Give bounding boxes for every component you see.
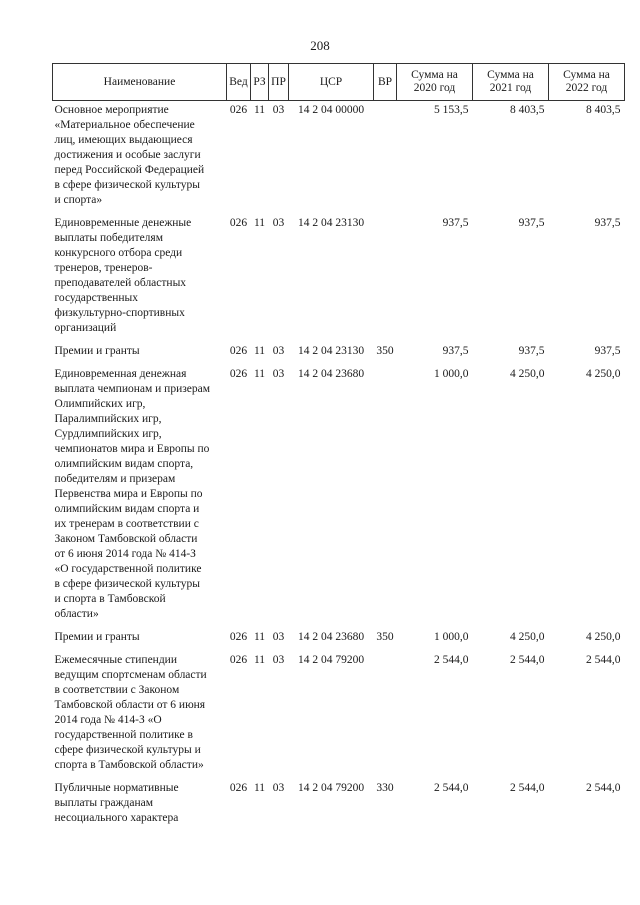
row-name-line: их тренерам в соответствии с bbox=[54, 518, 199, 530]
row-name-line: несоциального характера bbox=[54, 812, 179, 824]
row-name-line: Единовременная денежная bbox=[54, 368, 187, 380]
budget-table bbox=[52, 63, 625, 832]
row-sum-2022: 2 544,0 bbox=[586, 654, 621, 666]
header-ved: Вед bbox=[227, 64, 251, 101]
row-name-line: в соответствии с Законом bbox=[54, 684, 180, 696]
row-rz: 11 bbox=[253, 217, 266, 229]
header-sum-2022: Сумма на 2022 год bbox=[549, 64, 625, 101]
row-sum-2021: 937,5 bbox=[518, 345, 545, 357]
row-pr: 03 bbox=[272, 368, 285, 380]
row-name-line: тренеров, тренеров- bbox=[54, 262, 153, 274]
row-rz: 11 bbox=[253, 654, 266, 666]
row-name-line: выплата чемпионам и призерам bbox=[54, 383, 211, 395]
row-sum-2020: 937,5 bbox=[442, 345, 469, 357]
table-row bbox=[53, 214, 625, 342]
row-name-line: 2014 года № 414-З «О bbox=[54, 714, 162, 726]
row-pr: 03 bbox=[272, 217, 285, 229]
row-name-line: олимпийским видам спорта, bbox=[54, 458, 194, 470]
row-name-line: Первенства мира и Европы по bbox=[54, 488, 203, 500]
row-name-line: государственной политике в bbox=[54, 729, 193, 741]
header-csr: ЦСР bbox=[289, 64, 374, 101]
row-name-line: «Материальное обеспечение bbox=[54, 119, 195, 131]
header-pr: ПР bbox=[269, 64, 289, 101]
row-sum-2021: 2 544,0 bbox=[510, 654, 545, 666]
row-ved: 026 bbox=[229, 631, 248, 643]
row-name bbox=[53, 628, 227, 651]
row-name-line: «О государственной политике bbox=[54, 563, 202, 575]
row-rz: 11 bbox=[253, 782, 266, 794]
row-pr: 03 bbox=[272, 104, 285, 116]
row-csr: 14 2 04 23130 bbox=[297, 217, 365, 229]
row-vr bbox=[374, 101, 397, 215]
table-row bbox=[53, 779, 625, 832]
row-sum-2021: 2 544,0 bbox=[510, 782, 545, 794]
row-name-line: Законом Тамбовской области bbox=[54, 533, 198, 545]
row-name-line: организаций bbox=[54, 322, 117, 334]
row-name bbox=[53, 342, 227, 365]
row-vr: 330 bbox=[376, 782, 394, 794]
table-row bbox=[53, 342, 625, 365]
row-sum-2020: 1 000,0 bbox=[434, 368, 469, 380]
row-name-line: преподавателей областных bbox=[54, 277, 187, 289]
row-name-line: перед Российской Федерацией bbox=[54, 164, 205, 176]
row-name-line: чемпионатов мира и Европы по bbox=[54, 443, 210, 455]
row-vr: 350 bbox=[376, 631, 394, 643]
row-name-line: Единовременные денежные bbox=[54, 217, 192, 229]
header-sum-2020: Сумма на 2020 год bbox=[397, 64, 473, 101]
table-header-row bbox=[53, 64, 625, 101]
row-name-line: лиц, имеющих выдающиеся bbox=[54, 134, 193, 146]
row-csr: 14 2 04 00000 bbox=[297, 104, 365, 116]
row-name-line: Сурдлимпийских игр, bbox=[54, 428, 162, 440]
row-name-line: и спорта» bbox=[54, 194, 103, 206]
row-csr: 14 2 04 79200 bbox=[297, 654, 365, 666]
row-name-line: области» bbox=[54, 608, 99, 620]
page-number: 208 bbox=[310, 38, 330, 53]
row-name-line: выплаты победителям bbox=[54, 232, 163, 244]
row-pr: 03 bbox=[272, 654, 285, 666]
row-csr: 14 2 04 23130 bbox=[297, 345, 365, 357]
row-name-line: победителям и призерам bbox=[54, 473, 176, 485]
row-rz: 11 bbox=[253, 104, 266, 116]
row-pr: 03 bbox=[272, 782, 285, 794]
row-rz: 11 bbox=[253, 631, 266, 643]
row-sum-2022: 4 250,0 bbox=[586, 368, 621, 380]
row-ved: 026 bbox=[229, 217, 248, 229]
row-csr: 14 2 04 79200 bbox=[297, 782, 365, 794]
row-name bbox=[53, 214, 227, 342]
row-name-line: ведущим спортсменам области bbox=[54, 669, 207, 681]
header-vr: ВР bbox=[374, 64, 397, 101]
row-vr: 350 bbox=[376, 345, 394, 357]
row-name-line: в сфере физической культуры bbox=[54, 578, 201, 590]
row-name-line: Премии и гранты bbox=[54, 631, 140, 643]
row-sum-2021: 937,5 bbox=[518, 217, 545, 229]
row-sum-2020: 937,5 bbox=[442, 217, 469, 229]
row-vr bbox=[374, 365, 397, 628]
row-name-line: Публичные нормативные bbox=[54, 782, 179, 794]
row-ved: 026 bbox=[229, 782, 248, 794]
row-sum-2021: 4 250,0 bbox=[510, 368, 545, 380]
header-rz: РЗ bbox=[251, 64, 269, 101]
row-name-line: Тамбовской области от 6 июня bbox=[54, 699, 206, 711]
row-name-line: выплаты гражданам bbox=[54, 797, 153, 809]
header-name: Наименование bbox=[53, 64, 227, 101]
row-sum-2022: 937,5 bbox=[594, 345, 621, 357]
row-csr: 14 2 04 23680 bbox=[297, 631, 365, 643]
row-name-line: олимпийским видам спорта и bbox=[54, 503, 200, 515]
row-name-line: физкультурно-спортивных bbox=[54, 307, 185, 319]
row-ved: 026 bbox=[229, 368, 248, 380]
row-rz: 11 bbox=[253, 368, 266, 380]
row-sum-2022: 8 403,5 bbox=[586, 104, 621, 116]
row-name bbox=[53, 779, 227, 832]
row-sum-2021: 4 250,0 bbox=[510, 631, 545, 643]
row-sum-2022: 2 544,0 bbox=[586, 782, 621, 794]
table-row bbox=[53, 101, 625, 215]
row-sum-2020: 5 153,5 bbox=[434, 104, 469, 116]
row-name-line: Паралимпийских игр, bbox=[54, 413, 162, 425]
row-name-line: Основное мероприятие bbox=[54, 104, 169, 116]
row-name bbox=[53, 365, 227, 628]
row-name-line: государственных bbox=[54, 292, 139, 304]
row-name-line: сфере физической культуры и bbox=[54, 744, 201, 756]
row-name-line: Олимпийских игр, bbox=[54, 398, 146, 410]
header-sum-2021: Сумма на 2021 год bbox=[473, 64, 549, 101]
row-ved: 026 bbox=[229, 345, 248, 357]
row-vr bbox=[374, 651, 397, 779]
row-pr: 03 bbox=[272, 631, 285, 643]
row-name-line: конкурсного отбора среди bbox=[54, 247, 183, 259]
row-name-line: и спорта в Тамбовской bbox=[54, 593, 166, 605]
row-sum-2022: 4 250,0 bbox=[586, 631, 621, 643]
row-name-line: Премии и гранты bbox=[54, 345, 140, 357]
row-sum-2021: 8 403,5 bbox=[510, 104, 545, 116]
row-sum-2022: 937,5 bbox=[594, 217, 621, 229]
table-row bbox=[53, 365, 625, 628]
row-name-line: Ежемесячные стипендии bbox=[54, 654, 177, 666]
row-name-line: от 6 июня 2014 года № 414-З bbox=[54, 548, 196, 560]
row-ved: 026 bbox=[229, 104, 248, 116]
row-name bbox=[53, 101, 227, 215]
row-rz: 11 bbox=[253, 345, 266, 357]
row-pr: 03 bbox=[272, 345, 285, 357]
row-sum-2020: 2 544,0 bbox=[434, 654, 469, 666]
row-name-line: в сфере физической культуры bbox=[54, 179, 201, 191]
row-name-line: спорта в Тамбовской области» bbox=[54, 759, 204, 771]
row-name bbox=[53, 651, 227, 779]
table-row bbox=[53, 651, 625, 779]
row-name-line: достижения и особые заслуги bbox=[54, 149, 201, 161]
table-row bbox=[53, 628, 625, 651]
row-sum-2020: 1 000,0 bbox=[434, 631, 469, 643]
row-sum-2020: 2 544,0 bbox=[434, 782, 469, 794]
row-vr bbox=[374, 214, 397, 342]
row-ved: 026 bbox=[229, 654, 248, 666]
row-csr: 14 2 04 23680 bbox=[297, 368, 365, 380]
